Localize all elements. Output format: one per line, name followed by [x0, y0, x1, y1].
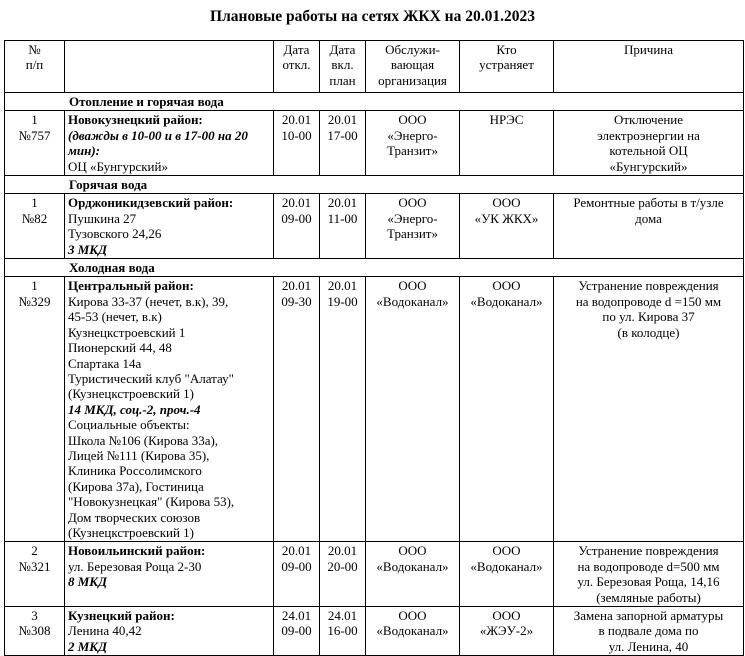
fixer-org: НРЭС [460, 111, 554, 176]
building-total: 3 МКД [68, 241, 108, 257]
off-date: 20.01 09-00 [274, 194, 320, 259]
address-text: ул. Березовая Роща 2-30 [68, 558, 202, 574]
col-header-fixer: Кто устраняет [460, 41, 554, 93]
section-row-heat [5, 93, 744, 111]
fixer-org: ООО «ЖЭУ-2» [460, 607, 554, 656]
row-number: 2 №321 [5, 542, 65, 607]
works-table [4, 40, 744, 656]
fixer-org: ООО «Водоканал» [460, 542, 554, 607]
service-org: ООО «Энерго- Транзит» [366, 194, 460, 259]
building-total: 14 МКД, соц.-2, проч.-4 [68, 401, 201, 417]
service-org: ООО «Водоканал» [366, 277, 460, 542]
header-row [5, 41, 744, 93]
row-address [65, 194, 274, 259]
fixer-org: ООО «УК ЖКХ» [460, 194, 554, 259]
table-row [5, 607, 744, 656]
address-text: ОЦ «Бунгурский» [68, 158, 168, 174]
reason-text: Отключение электроэнергии на котельной ОЦ «Бунгурский» [554, 111, 744, 176]
building-total: 2 МКД [68, 638, 108, 654]
on-date: 24.01 16-00 [320, 607, 366, 656]
off-date: 24.01 09-00 [274, 607, 320, 656]
on-date: 20.01 20-00 [320, 542, 366, 607]
building-total: 8 МКД [68, 574, 108, 590]
row-address [65, 111, 274, 176]
section-row-hot [5, 176, 744, 194]
row-number: 1 №329 [5, 277, 65, 542]
address-text: Ленина 40,42 [68, 623, 142, 639]
service-org: ООО «Водоканал» [366, 607, 460, 656]
section-row-cold [5, 259, 744, 277]
district-name: Кузнецкий район: [68, 608, 175, 623]
service-org: ООО «Водоканал» [366, 542, 460, 607]
district-name: Новоильинский район: [68, 543, 206, 559]
service-org: ООО «Энерго- Транзит» [366, 111, 460, 176]
address-text: Кирова 33-37 (нечет, в.к), 39, 45-53 (нечет, в.к) Кузнецкстроевский 1 Пионерский 44, 48 Спартака 14а Туристический клуб "Алатау" (Кузнецкстроевский 1) [68, 293, 234, 402]
col-header-org: Обслужи- вающая организация [366, 41, 460, 93]
district-name: Новокузнецкий район: [68, 112, 203, 128]
reason-text: Устранение повреждения на водопроводе d=500 мм ул. Березовая Роща, 14,16 (земляные работы) [554, 542, 744, 607]
district-name: Центральный район: [68, 278, 194, 294]
table-row [5, 194, 744, 259]
row-number: 3 №308 [5, 607, 65, 656]
on-date: 20.01 11-00 [320, 194, 366, 259]
on-date: 20.01 19-00 [320, 277, 366, 542]
section-label: Холодная вода [5, 259, 744, 277]
district-name: Орджоникидзевский район: [68, 195, 234, 211]
page-title: Плановые работы на сетях ЖКХ на 20.01.2023 [210, 8, 535, 25]
social-objects: Социальные объекты: Школа №106 (Кирова 33а), Лицей №111 (Кирова 35), Клиника Россолимского (Кирова 37а), Гостиница "Новокузнецкая" (Кирова 53), Дом творческих союзов (Кузнецкстроевский 1) [68, 417, 235, 540]
off-date: 20.01 09-30 [274, 277, 320, 542]
reason-text: Устранение повреждения на водопроводе d =150 мм по ул. Кирова 37 (в колодце) [554, 277, 744, 542]
address-text: Пушкина 27 Тузовского 24,26 [68, 210, 162, 242]
off-date: 20.01 09-00 [274, 542, 320, 607]
fixer-org: ООО «Водоканал» [460, 277, 554, 542]
row-note: (дважды в 10-00 и в 17-00 на 20 мин): [68, 127, 248, 159]
col-header-reason: Причина [554, 41, 744, 93]
col-header-num: № п/п [5, 41, 65, 93]
reason-text: Ремонтные работы в т/узле дома [554, 194, 744, 259]
row-address [65, 277, 274, 542]
col-header-address [65, 41, 274, 93]
table-row [5, 277, 744, 542]
col-header-off-date: Дата откл. [274, 41, 320, 93]
reason-text: Замена запорной арматуры в подвале дома по ул. Ленина, 40 [554, 607, 744, 656]
row-number: 1 №82 [5, 194, 65, 259]
table-row [5, 542, 744, 607]
row-number: 1 №757 [5, 111, 65, 176]
row-address [65, 542, 274, 607]
row-address [65, 607, 274, 656]
on-date: 20.01 17-00 [320, 111, 366, 176]
section-label: Отопление и горячая вода [5, 93, 744, 111]
table-row [5, 111, 744, 176]
col-header-on-date: Дата вкл. план [320, 41, 366, 93]
section-label: Горячая вода [5, 176, 744, 194]
off-date: 20.01 10-00 [274, 111, 320, 176]
